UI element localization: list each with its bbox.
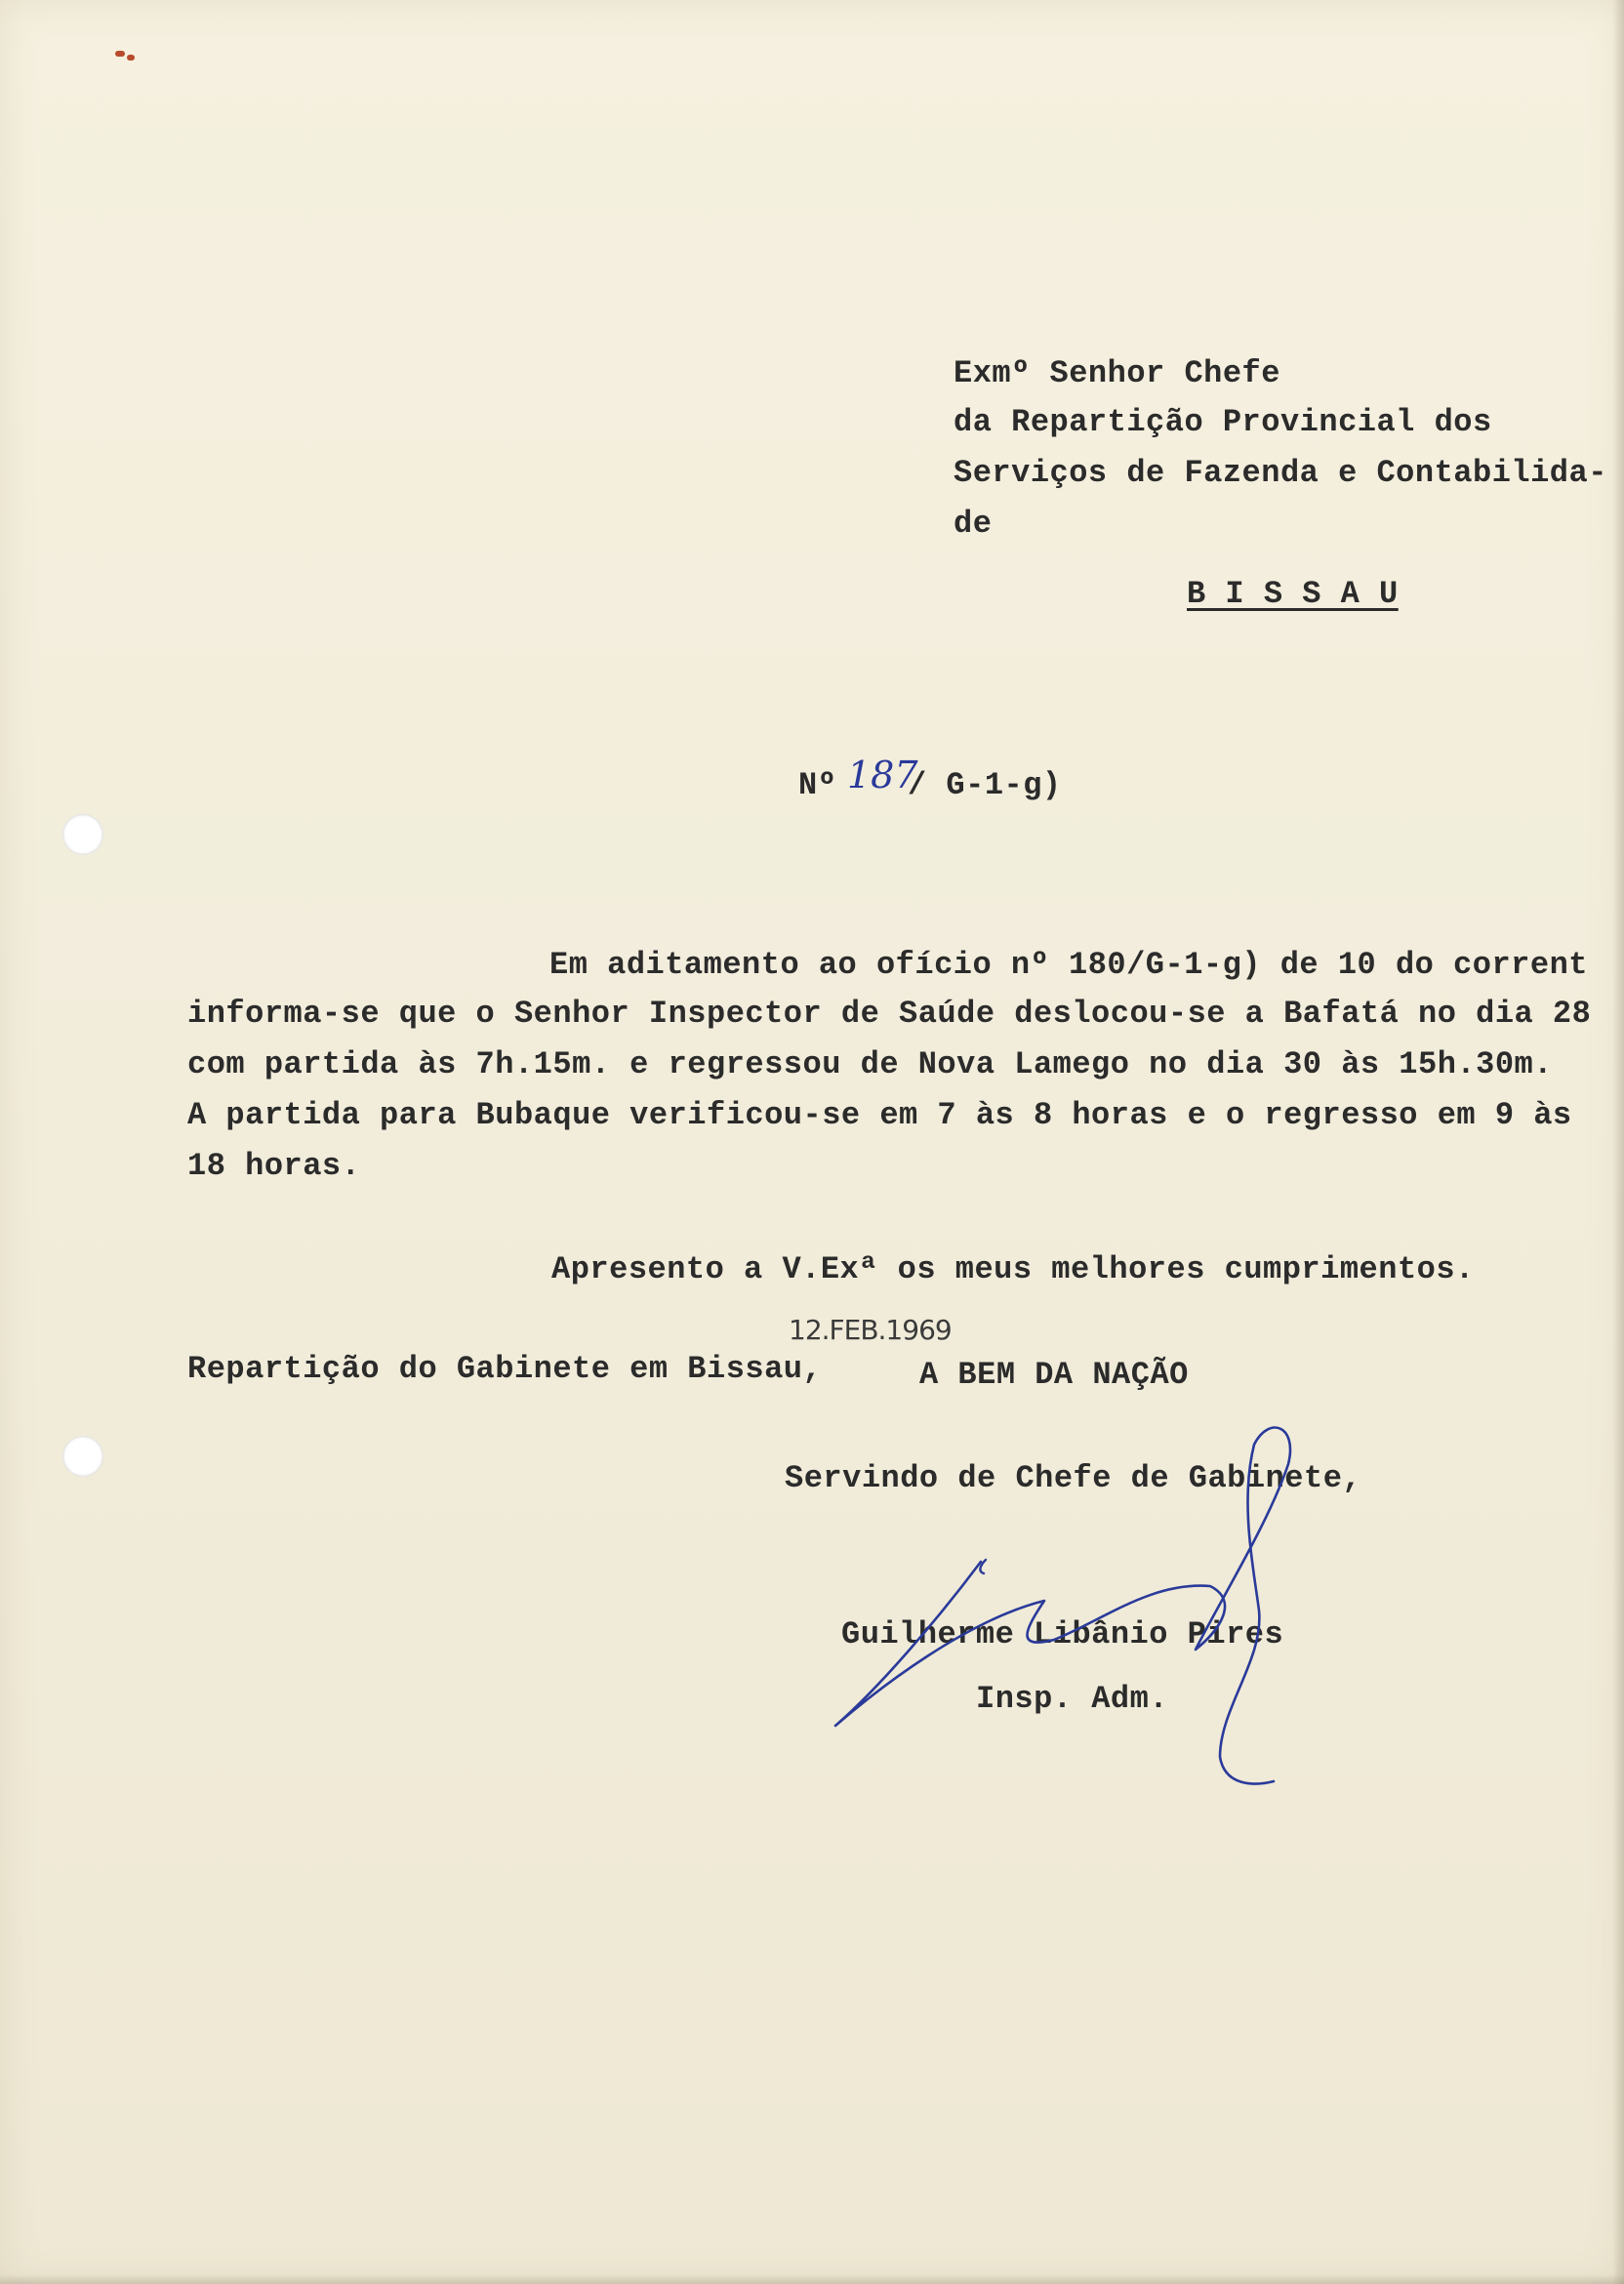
- closing-place: Repartição do Gabinete em Bissau,: [187, 1351, 823, 1387]
- closing-greeting: Apresento a V.Exª os meus melhores cumprimentos.: [551, 1251, 1475, 1287]
- signatory-role: Servindo de Chefe de Gabinete,: [785, 1460, 1362, 1496]
- body-line-5: 18 horas.: [187, 1148, 361, 1184]
- addressee-city: B I S S A U: [1187, 576, 1399, 612]
- closing-motto: A BEM DA NAÇÃO: [919, 1357, 1189, 1393]
- addressee-line-1: Exmº Senhor Chefe: [954, 355, 1280, 391]
- reference-number-handwritten: 187: [847, 754, 918, 796]
- addressee-line-4: de: [954, 506, 993, 542]
- body-line-3: com partida às 7h.15m. e regressou de Nova Lamego no dia 30 às 15h.30m.: [187, 1046, 1553, 1082]
- date-stamp: 12.FEB.1969: [789, 1314, 952, 1346]
- addressee-line-2: da Repartição Provincial dos: [954, 404, 1492, 440]
- reference-suffix: / G-1-g): [908, 767, 1062, 803]
- signatory-title: Insp. Adm.: [976, 1681, 1169, 1717]
- body-line-4: A partida para Bubaque verificou-se em 7 às 8 horas e o regresso em 9 às: [187, 1097, 1572, 1133]
- addressee-line-3: Serviços de Fazenda e Contabilida-: [954, 455, 1607, 491]
- reference-prefix: Nº: [798, 767, 837, 803]
- signatory-name: Guilherme Libânio Pires: [841, 1616, 1284, 1652]
- body-line-1: Em aditamento ao ofício nº 180/G-1-g) de 10 do corrent: [549, 947, 1588, 983]
- body-line-2: informa-se que o Senhor Inspector de Saúde deslocou-se a Bafatá no dia 28: [187, 996, 1592, 1032]
